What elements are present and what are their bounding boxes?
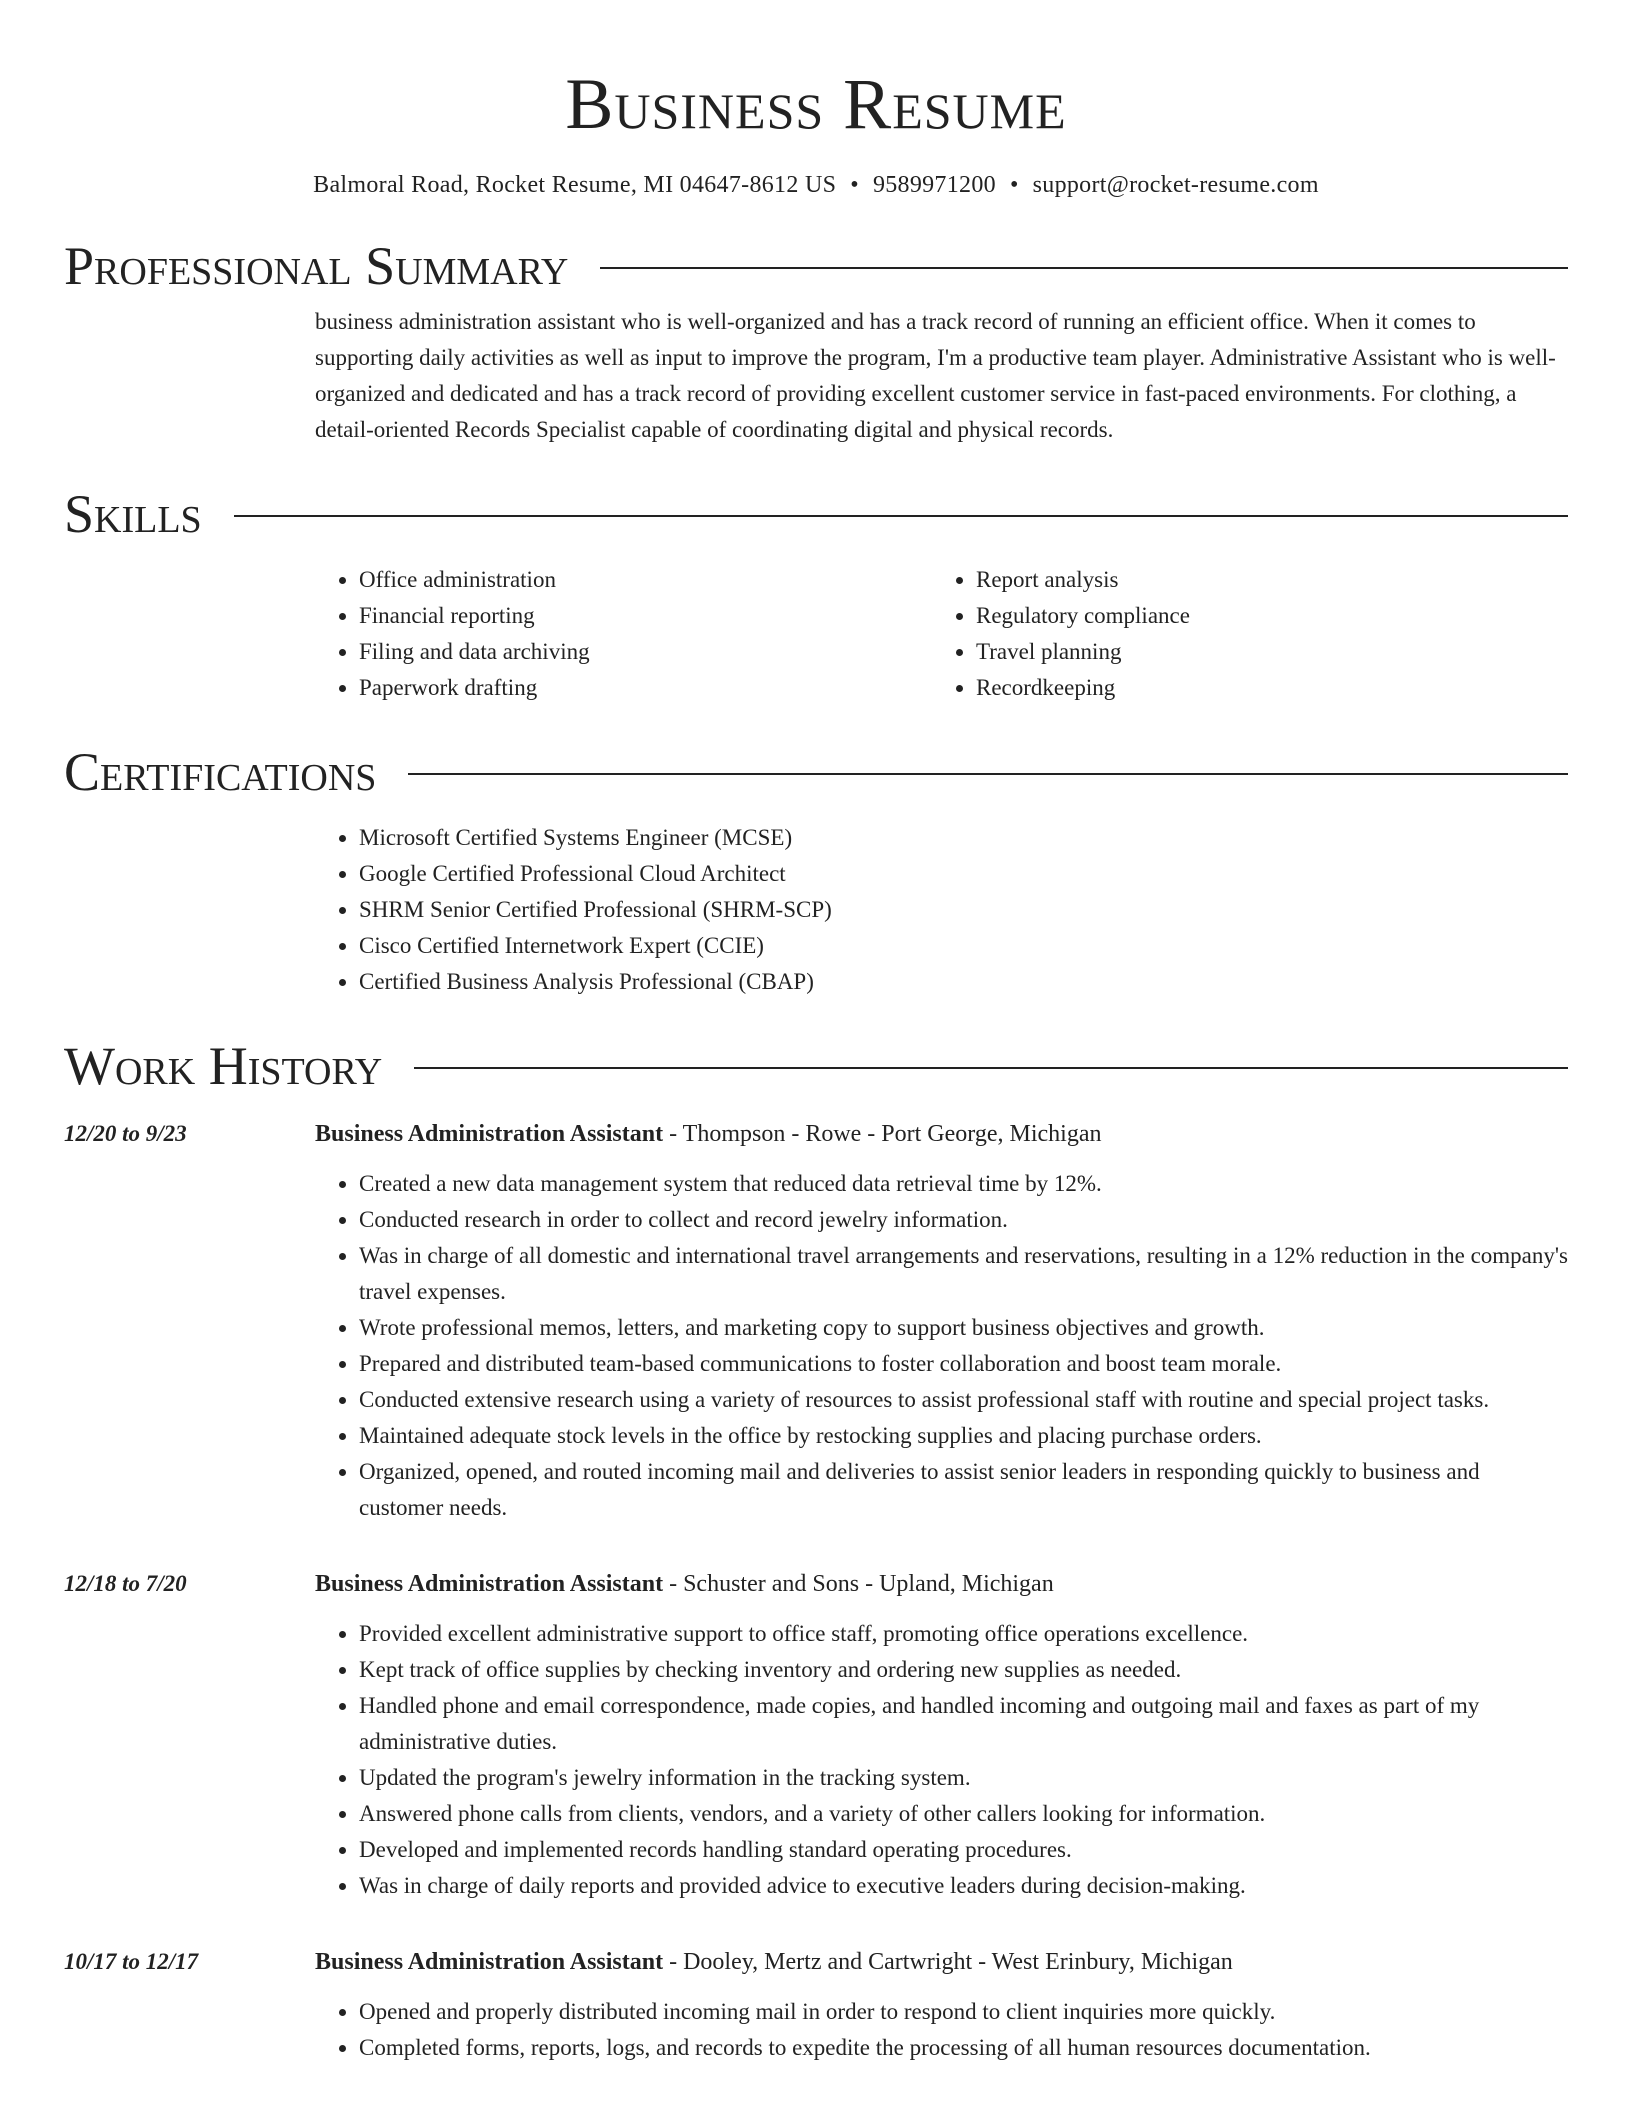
job-details	[315, 1566, 1568, 1904]
job-bullets	[315, 1616, 1568, 1904]
list-item: • Certified Business Analysis Professional (CBAP)	[359, 964, 1568, 1000]
job-entry	[64, 1566, 1568, 1904]
job-employer: - Thompson - Rowe - Port George, Michigan	[663, 1121, 1102, 1147]
skills-column-right	[932, 562, 1549, 706]
job-employer: - Schuster and Sons - Upland, Michigan	[663, 1571, 1054, 1597]
list-item: • Provided excellent administrative support to office staff, promoting office operations excellence.	[359, 1616, 1568, 1652]
job-bullets	[315, 1166, 1568, 1526]
job-bullets	[315, 1994, 1568, 2066]
skills-column-left	[315, 562, 932, 706]
summary-section-header	[64, 236, 1568, 296]
list-item: • Conducted research in order to collect and record jewelry information.	[359, 1202, 1568, 1238]
list-item: • Financial reporting	[359, 598, 932, 634]
job-title-line	[315, 1116, 1568, 1152]
certifications-list	[315, 820, 1568, 1000]
contact-line	[64, 170, 1568, 200]
job-details	[315, 1944, 1568, 2066]
job-entry	[64, 1944, 1568, 2066]
list-item: • Updated the program's jewelry information in the tracking system.	[359, 1760, 1568, 1796]
summary-title: Professional Summary	[64, 236, 569, 296]
list-item: • Organized, opened, and routed incoming mail and deliveries to assist senior leaders in responding quickly to business and customer needs.	[359, 1454, 1568, 1526]
section-divider	[408, 773, 1568, 775]
certifications-section-header	[64, 742, 1568, 802]
section-divider	[234, 515, 1568, 517]
skills-title: Skills	[64, 484, 202, 544]
skills-section-header	[64, 484, 1568, 544]
job-entry	[64, 1116, 1568, 1526]
list-item: • Handled phone and email correspondence, made copies, and handled incoming and outgoing mail and faxes as part of my administrative duties.	[359, 1688, 1568, 1760]
list-item: • Opened and properly distributed incoming mail in order to respond to client inquiries more quickly.	[359, 1994, 1568, 2030]
address: Balmoral Road, Rocket Resume, MI 04647-8612 US	[313, 172, 837, 198]
list-item: • Paperwork drafting	[359, 670, 932, 706]
work-title: Work History	[64, 1036, 383, 1096]
list-item: • Completed forms, reports, logs, and records to expedite the processing of all human resources documentation.	[359, 2030, 1568, 2066]
job-dates: 12/20 to 9/23	[64, 1121, 187, 1146]
list-item: • Created a new data management system that reduced data retrieval time by 12%.	[359, 1166, 1568, 1202]
separator: •	[850, 172, 859, 198]
job-title-line	[315, 1944, 1568, 1980]
section-divider	[414, 1067, 1568, 1069]
summary-text: business administration assistant who is well-organized and has a track record of running an efficient office. When it comes to supporting daily activities as well as input to improve the program, I'm a productive team player. Administrative Assistant who is well-organized and dedicated and has a track record of providing excellent customer service in fast-paced environments. For clothing, a detail-oriented Records Specialist capable of coordinating digital and physical records.	[315, 309, 1556, 442]
list-item: • Microsoft Certified Systems Engineer (MCSE)	[359, 820, 1568, 856]
list-item: • Cisco Certified Internetwork Expert (CCIE)	[359, 928, 1568, 964]
list-item: • Filing and data archiving	[359, 634, 932, 670]
skills-list	[315, 562, 1568, 706]
separator: •	[1009, 172, 1019, 198]
job-title-line	[315, 1566, 1568, 1602]
list-item: • Conducted extensive research using a variety of resources to assist professional staff with routine and special project tasks.	[359, 1382, 1568, 1418]
job-role: Business Administration Assistant	[315, 1949, 664, 1975]
certifications-title: Certifications	[64, 742, 377, 802]
resume-page	[64, 0, 1568, 2066]
list-item: • Prepared and distributed team-based communications to foster collaboration and boost team morale.	[359, 1346, 1568, 1382]
job-details	[315, 1116, 1568, 1526]
list-item: • Kept track of office supplies by checking inventory and ordering new supplies as needed.	[359, 1652, 1568, 1688]
list-item: • Wrote professional memos, letters, and marketing copy to support business objectives and growth.	[359, 1310, 1568, 1346]
job-role: Business Administration Assistant	[315, 1121, 664, 1147]
list-item: • Was in charge of daily reports and provided advice to executive leaders during decision-making.	[359, 1868, 1568, 1904]
list-item: • Office administration	[359, 562, 932, 598]
certifications-items	[315, 820, 1568, 1000]
list-item: • Travel planning	[976, 634, 1549, 670]
list-item: • Report analysis	[976, 562, 1549, 598]
job-employer: - Dooley, Mertz and Cartwright - West Erinbury, Michigan	[663, 1949, 1233, 1975]
job-dates: 12/18 to 7/20	[64, 1571, 187, 1596]
list-item: • Recordkeeping	[976, 670, 1549, 706]
email: support@rocket-resume.com	[1032, 172, 1319, 198]
list-item: • Was in charge of all domestic and international travel arrangements and reservations, resulting in a 12% reduction in the company's travel expenses.	[359, 1238, 1568, 1310]
job-dates: 10/17 to 12/17	[64, 1949, 199, 1974]
resume-name: Business Resume	[565, 64, 1067, 144]
list-item: • Maintained adequate stock levels in the office by restocking supplies and placing purchase orders.	[359, 1418, 1568, 1454]
phone: 9589971200	[872, 172, 996, 198]
section-divider	[600, 267, 1568, 269]
list-item: • Google Certified Professional Cloud Architect	[359, 856, 1568, 892]
list-item: • SHRM Senior Certified Professional (SHRM-SCP)	[359, 892, 1568, 928]
list-item: • Answered phone calls from clients, vendors, and a variety of other callers looking for information.	[359, 1796, 1568, 1832]
job-role: Business Administration Assistant	[315, 1571, 664, 1597]
list-item: • Developed and implemented records handling standard operating procedures.	[359, 1832, 1568, 1868]
list-item: • Regulatory compliance	[976, 598, 1549, 634]
work-section-header	[64, 1036, 1568, 1096]
